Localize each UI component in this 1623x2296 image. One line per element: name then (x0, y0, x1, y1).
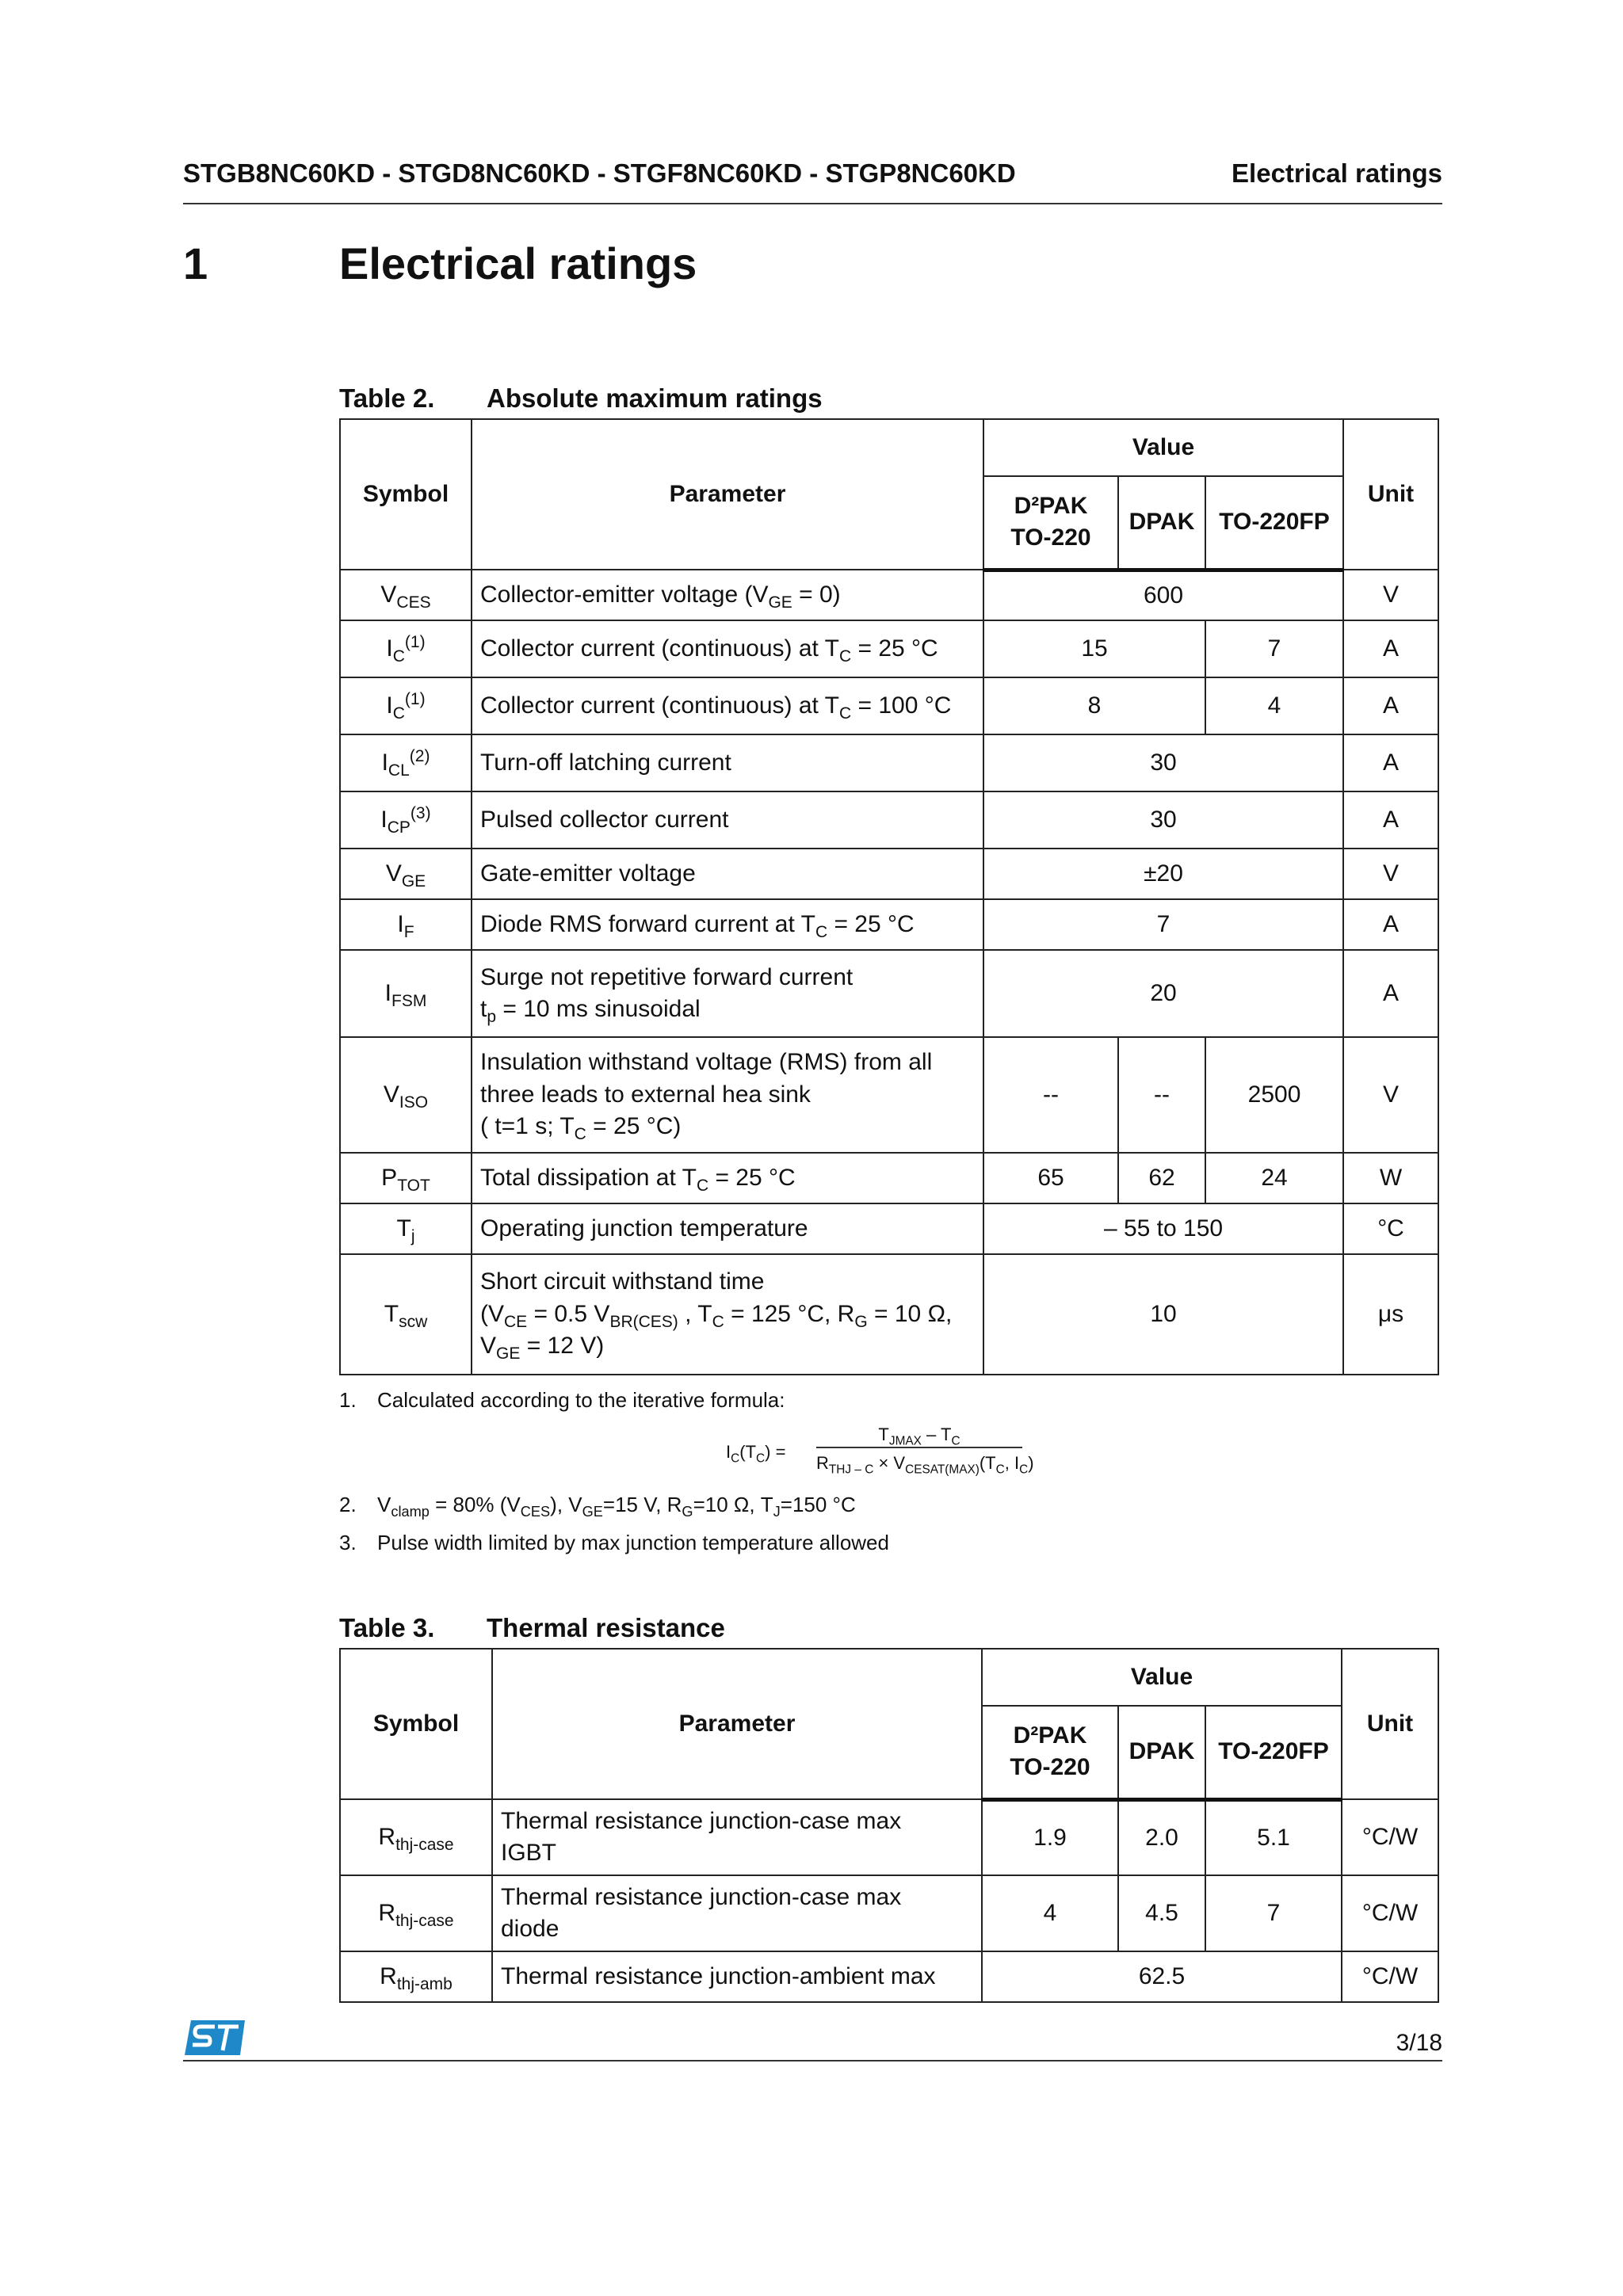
table-row (340, 1153, 1438, 1203)
header-to220fp: TO-220FP (1205, 476, 1343, 570)
formula-denominator: $R_{THJ - C} \times V_{CESAT(MAX)}(T_C$, $I_C$) (816, 1453, 1034, 1477)
unit-cell: °C/W (1342, 1951, 1438, 2002)
table2-caption (339, 383, 823, 414)
table-row (340, 734, 1438, 791)
footnote-2: 2. $V_{clamp} = 80\%$ $(V_{CES})$, $V_{GE}=15$ V, $R_G=10$ Ω, $T_J=150$ °C (339, 1493, 856, 1520)
symbol-cell: $R_{thj-amb}$ (340, 1951, 492, 2002)
unit-cell: A (1343, 950, 1438, 1037)
parameter-cell: Collector-emitter voltage $(V_{GE} = 0)$ (472, 570, 983, 620)
table-row (340, 1203, 1438, 1254)
parameter-cell: Thermal resistance junction-ambient max (492, 1951, 982, 2002)
parameter-cell: Collector current (continuous) at $T_C = 100$ °C (472, 677, 983, 734)
unit-cell: A (1343, 899, 1438, 950)
formula-numerator: $T_{JMAX} - T_C$ (816, 1425, 1022, 1448)
table-row (340, 620, 1438, 677)
unit-cell: V (1343, 570, 1438, 620)
value-cell: 15 (983, 620, 1205, 677)
value-cell: 4 (1205, 677, 1343, 734)
header-value: Value (982, 1649, 1342, 1706)
value-cell: 62.5 (982, 1951, 1342, 2002)
unit-cell: μs (1343, 1254, 1438, 1375)
section-title: Electrical ratings (339, 238, 697, 288)
symbol-cell: $I_{FSM}$ (340, 950, 472, 1037)
table2-label: Table 2. (339, 383, 435, 413)
parameter-cell: Gate-emitter voltage (472, 849, 983, 899)
value-cell: 8 (983, 677, 1205, 734)
symbol-cell: $R_{thj-case}$ (340, 1875, 492, 1951)
unit-cell: A (1343, 791, 1438, 849)
unit-cell: °C (1343, 1203, 1438, 1254)
parameter-cell: Thermal resistance junction-case max IGBT (492, 1799, 982, 1875)
table-row (340, 570, 1438, 620)
table-header-row (340, 419, 1438, 476)
parameter-cell: Thermal resistance junction-case max diode (492, 1875, 982, 1951)
value-cell: 2.0 (1118, 1799, 1205, 1875)
parameter-cell: Short circuit withstand time ($V_{CE} = 0.5$ $V_{BR(CES)}$ , $T_C = 125$ °C, $R_G = 10$ Ω, $V_{GE} = 12$ V) (472, 1254, 983, 1375)
unit-cell: A (1343, 620, 1438, 677)
symbol-cell: $T_{scw}$ (340, 1254, 472, 1375)
unit-cell: V (1343, 1037, 1438, 1153)
table-row (340, 1254, 1438, 1375)
table3-thermal-resistance (339, 1648, 1439, 2003)
value-cell: 7 (1205, 1875, 1342, 1951)
value-cell: 20 (983, 950, 1343, 1037)
symbol-cell: $I_{CL}^{(2)}$ (340, 734, 472, 791)
header-section-name: Electrical ratings (1232, 158, 1442, 188)
parameter-cell: Surge not repetitive forward current $t_p = 10$ ms sinusoidal (472, 950, 983, 1037)
value-cell: 600 (983, 570, 1343, 620)
symbol-cell: $V_{ISO}$ (340, 1037, 472, 1153)
parameter-cell: Total dissipation at $T_C = 25$ °C (472, 1153, 983, 1203)
symbol-cell: $V_{CES}$ (340, 570, 472, 620)
parameter-cell: Diode RMS forward current at $T_C = 25$ °C (472, 899, 983, 950)
footnote-3: 3. Pulse width limited by max junction temperature allowed (339, 1531, 889, 1554)
header-parameter: Parameter (472, 419, 983, 570)
table2-title: Absolute maximum ratings (487, 383, 823, 413)
unit-cell: A (1343, 734, 1438, 791)
table3-title: Thermal resistance (487, 1613, 725, 1642)
parameter-cell: Insulation withstand voltage (RMS) from all three leads to external hea sink ( t=1 s; $T_C = 25$ °C) (472, 1037, 983, 1153)
value-cell: 2500 (1205, 1037, 1343, 1153)
symbol-cell: $R_{thj-case}$ (340, 1799, 492, 1875)
value-cell: 62 (1118, 1153, 1205, 1203)
table3-label: Table 3. (339, 1613, 435, 1642)
table3-caption (339, 1613, 725, 1643)
table-header-row (340, 1649, 1438, 1706)
unit-cell: V (1343, 849, 1438, 899)
symbol-cell: $V_{GE}$ (340, 849, 472, 899)
footnote-1: 1. Calculated according to the iterative formula: (339, 1388, 785, 1412)
page-number: 3/18 (1396, 2030, 1442, 2056)
table-row (340, 1875, 1438, 1951)
symbol-cell: $I_F$ (340, 899, 472, 950)
section-number: 1 (183, 238, 208, 288)
header-d2pak-to220: D²PAK TO-220 (982, 1706, 1118, 1799)
value-cell: -- (1118, 1037, 1205, 1153)
header-parameter: Parameter (492, 1649, 982, 1799)
value-cell: 7 (983, 899, 1343, 950)
table-row (340, 849, 1438, 899)
unit-cell: W (1343, 1153, 1438, 1203)
header-unit: Unit (1342, 1649, 1438, 1799)
value-cell: 7 (1205, 620, 1343, 677)
symbol-cell: $I_C^{(1)}$ (340, 677, 472, 734)
header-symbol: Symbol (340, 1649, 492, 1799)
symbol-cell: $I_C^{(1)}$ (340, 620, 472, 677)
table-row (340, 899, 1438, 950)
value-cell: 30 (983, 734, 1343, 791)
value-cell: 5.1 (1205, 1799, 1342, 1875)
header-rule (183, 203, 1442, 204)
unit-cell: °C/W (1342, 1875, 1438, 1951)
st-logo-icon (183, 2019, 246, 2057)
header-part-numbers: STGB8NC60KD - STGD8NC60KD - STGF8NC60KD - STGP8NC60KD (183, 158, 1016, 188)
table-row (340, 1799, 1438, 1875)
value-cell: 4.5 (1118, 1875, 1205, 1951)
formula-lhs: $I_C(T_C)$ = (726, 1442, 786, 1466)
table2-absolute-maximum-ratings (339, 418, 1439, 1375)
parameter-cell: Collector current (continuous) at $T_C = 25$ °C (472, 620, 983, 677)
value-cell: 1.9 (982, 1799, 1118, 1875)
header-unit: Unit (1343, 419, 1438, 570)
value-cell: -- (983, 1037, 1118, 1153)
table-row (340, 1037, 1438, 1153)
parameter-cell: Pulsed collector current (472, 791, 983, 849)
unit-cell: A (1343, 677, 1438, 734)
value-cell: – 55 to 150 (983, 1203, 1343, 1254)
value-cell: ±20 (983, 849, 1343, 899)
header-to220fp: TO-220FP (1205, 1706, 1342, 1799)
value-cell: 4 (982, 1875, 1118, 1951)
value-cell: 24 (1205, 1153, 1343, 1203)
symbol-cell: $P_{TOT}$ (340, 1153, 472, 1203)
symbol-cell: $T_j$ (340, 1203, 472, 1254)
parameter-cell: Operating junction temperature (472, 1203, 983, 1254)
table-row (340, 677, 1438, 734)
header-dpak: DPAK (1118, 1706, 1205, 1799)
header-symbol: Symbol (340, 419, 472, 570)
value-cell: 30 (983, 791, 1343, 849)
value-cell: 10 (983, 1254, 1343, 1375)
header-d2pak-to220: D²PAK TO-220 (983, 476, 1118, 570)
parameter-cell: Turn-off latching current (472, 734, 983, 791)
header-dpak: DPAK (1118, 476, 1205, 570)
table-row (340, 950, 1438, 1037)
value-cell: 65 (983, 1153, 1118, 1203)
footer-rule (183, 2060, 1442, 2061)
header-value: Value (983, 419, 1343, 476)
table-row (340, 791, 1438, 849)
unit-cell: °C/W (1342, 1799, 1438, 1875)
symbol-cell: $I_{CP}^{(3)}$ (340, 791, 472, 849)
table-row (340, 1951, 1438, 2002)
